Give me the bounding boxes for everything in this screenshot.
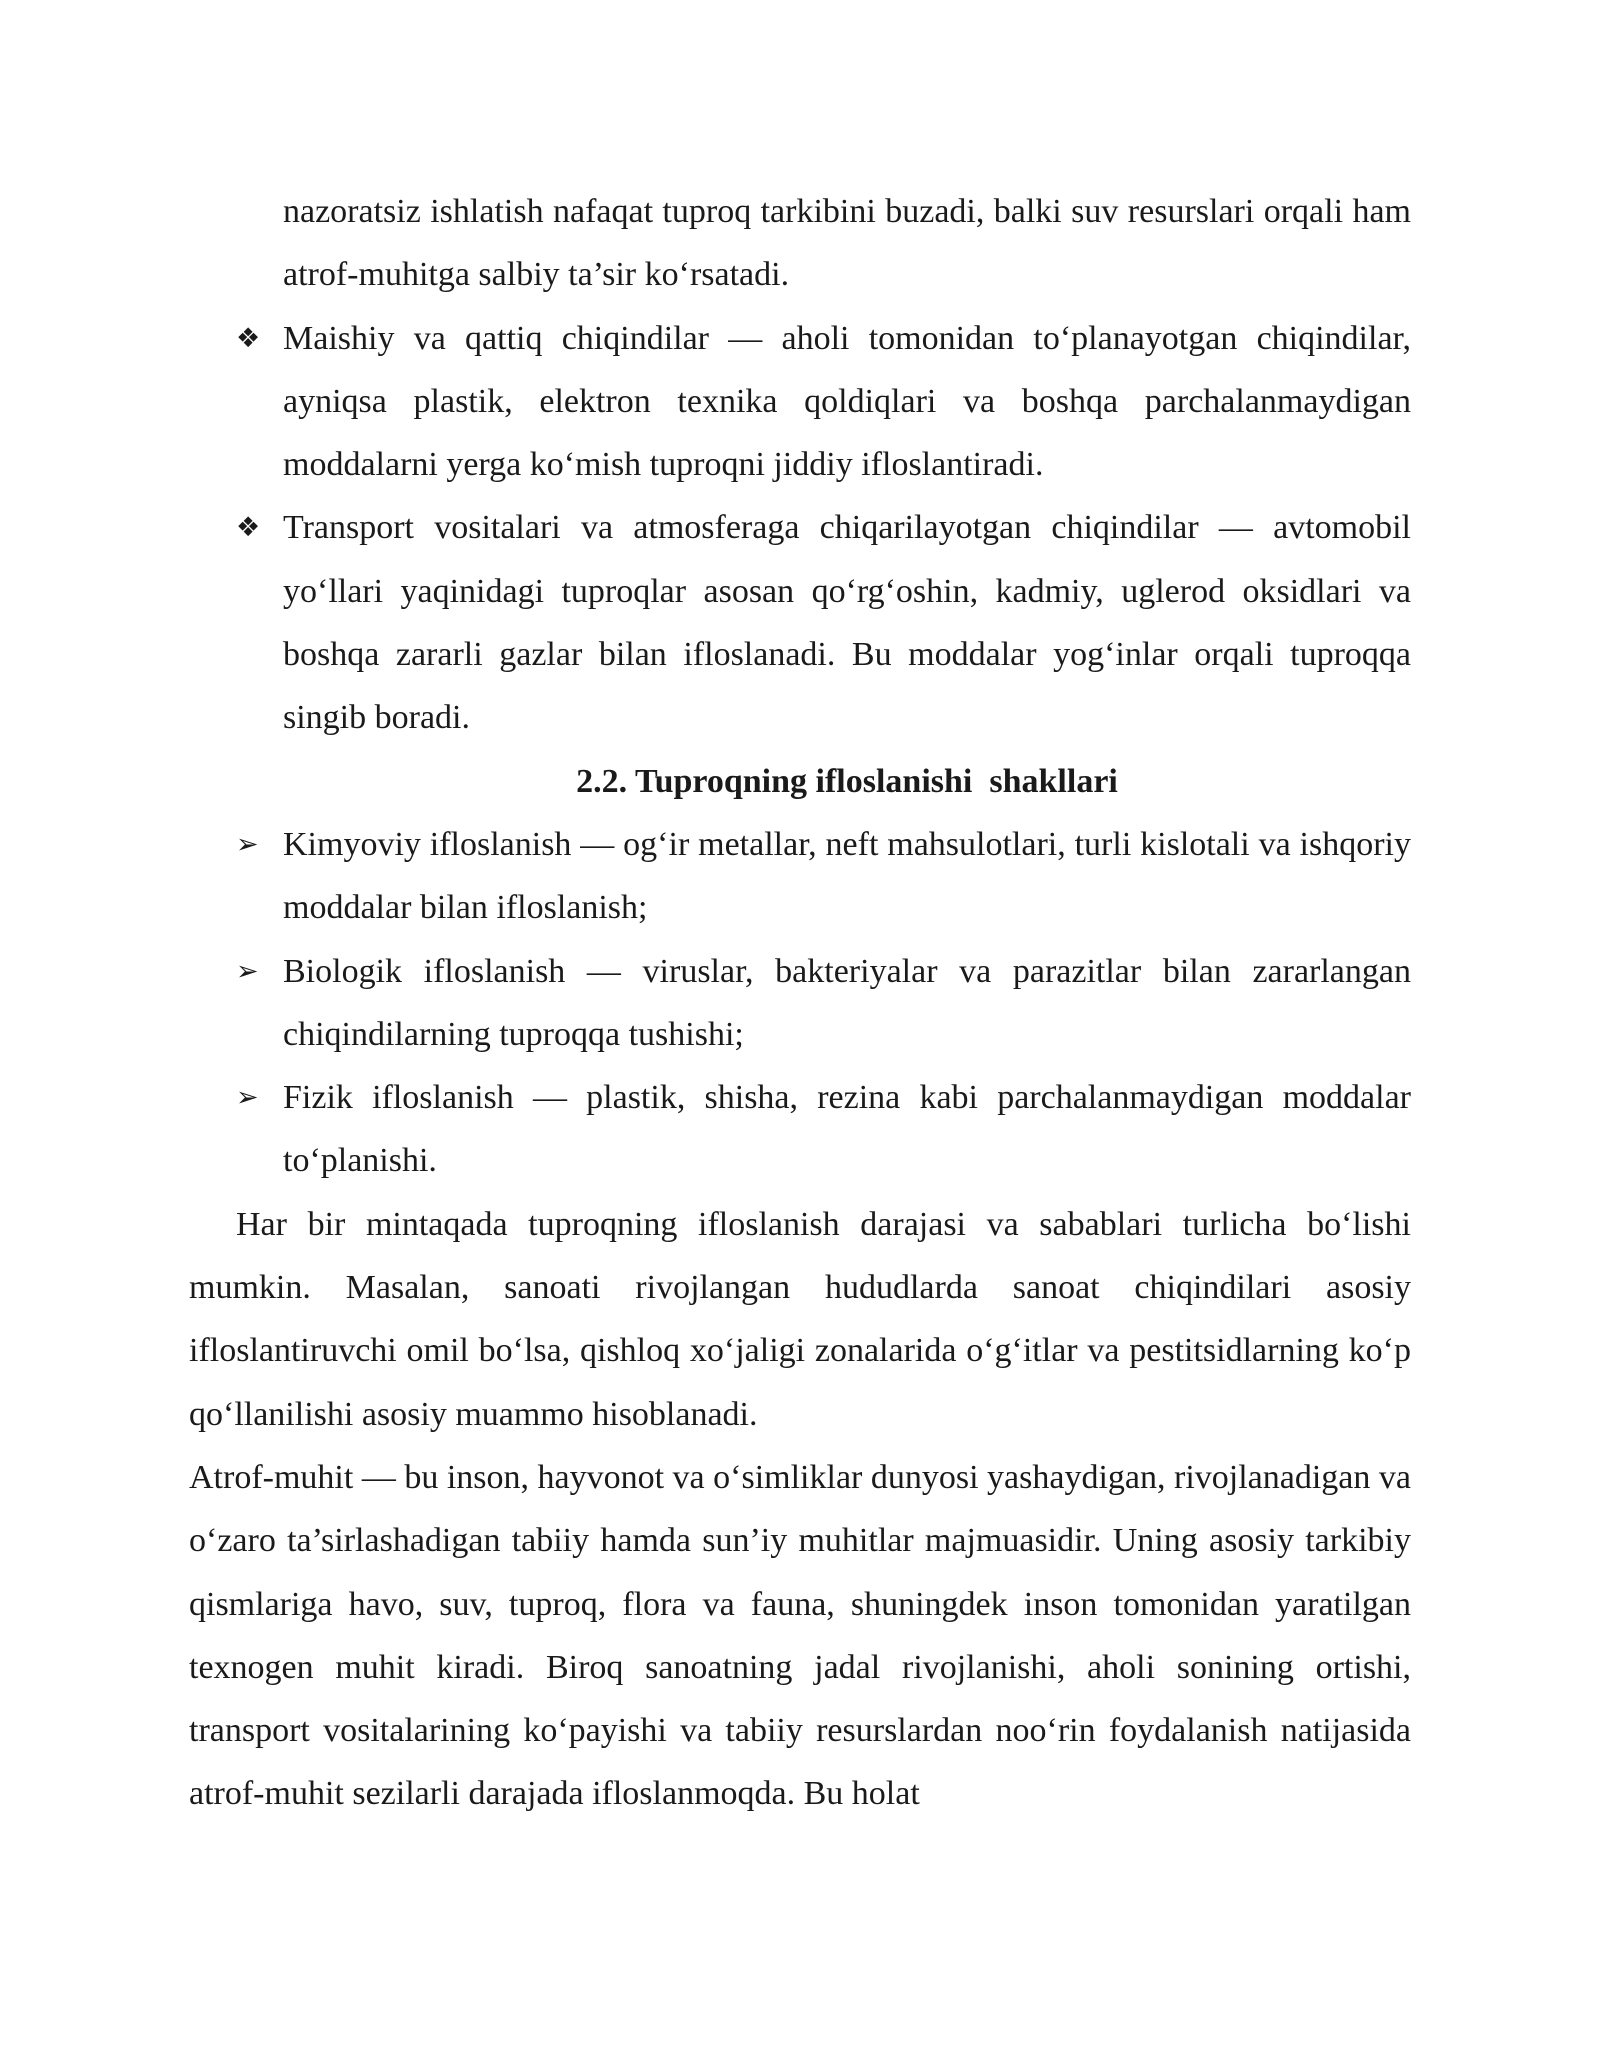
diamond-bullet-list — [189, 307, 1411, 750]
list-item-text: Fizik ifloslanish — plastik, shisha, rezina kabi parchalanmaydigan moddalar to‘planishi. — [283, 1079, 1411, 1180]
list-item — [189, 813, 1411, 940]
list-item — [189, 940, 1411, 1067]
arrow-bullet-list — [189, 813, 1411, 1193]
list-item-text: Biologik ifloslanish — viruslar, bakteriyalar va parazitlar bilan zararlangan chiqindilarning tuproqqa tushishi; — [283, 952, 1411, 1053]
diamond-bullet-icon: ❖ — [236, 512, 261, 544]
section-heading: 2.2. Tuproqning ifloslanishi shakllari — [576, 762, 1118, 800]
list-item — [189, 307, 1411, 497]
page-content — [189, 180, 1411, 1826]
list-item-text: Kimyoviy ifloslanish — og‘ir metallar, neft mahsulotlari, turli kislotali va ishqoriy moddalar bilan ifloslanish; — [283, 825, 1411, 927]
diamond-bullet-icon: ❖ — [236, 322, 261, 354]
list-item-text: Maishiy va qattiq chiqindilar — aholi tomonidan to‘planayotgan chiqindilar, ayniqsa plastik, elektron texnika qoldiqlari va boshqa parchalanmaydigan moddalarni yerga ko‘mish tuproqni jiddiy ifloslantiradi. — [283, 319, 1411, 484]
body-paragraph: Atrof-muhit — bu inson, hayvonot va o‘simliklar dunyosi yashaydigan, rivojlanadigan va o‘zaro ta’sirlashadigan tabiiy hamda sun’iy muhitlar majmuasidir. Uning asosiy tarkibiy qismlariga havo, suv, tuproq, flora va fauna, shuningdek inson tomonidan yaratilgan texnogen muhit kiradi. Biroq sanoatning jadal rivojlanishi, aholi sonining ortishi, transport vositalarining ko‘payishi va tabiiy resurslardan noo‘rin foydalanish natijasida atrof-muhit sezilarli darajada ifloslanmoqda. Bu holat — [189, 1458, 1411, 1813]
arrow-bullet-icon: ➢ — [236, 955, 259, 987]
list-item — [189, 496, 1411, 749]
continuation-paragraph: nazoratsiz ishlatish nafaqat tuproq tarkibini buzadi, balki suv resurslari orqali ham atrof-muhitga salbiy ta’sir ko‘rsatadi. — [283, 193, 1411, 294]
arrow-bullet-icon: ➢ — [236, 1082, 259, 1114]
body-paragraph: Har bir mintaqada tuproqning ifloslanish darajasi va sabablari turlicha bo‘lishi mumkin. Masalan, sanoati rivojlangan hududlarda sanoat chiqindilari asosiy ifloslantiruvchi omil bo‘lsa, qishloq xo‘jaligi zonalarida o‘g‘itlar va pestitsidlarning ko‘p qo‘llanilishi asosiy muammo hisoblanadi. — [189, 1205, 1411, 1433]
list-item-text: Transport vositalari va atmosferaga chiqarilayotgan chiqindilar — avtomobil yo‘llari yaqinidagi tuproqlar asosan qo‘rg‘oshin, kadmiy, uglerod oksidlari va boshqa zararli gazlar bilan ifloslanadi. Bu moddalar yog‘inlar orqali tuproqqa singib boradi. — [283, 509, 1411, 737]
arrow-bullet-icon: ➢ — [236, 828, 259, 860]
list-item — [189, 1066, 1411, 1193]
